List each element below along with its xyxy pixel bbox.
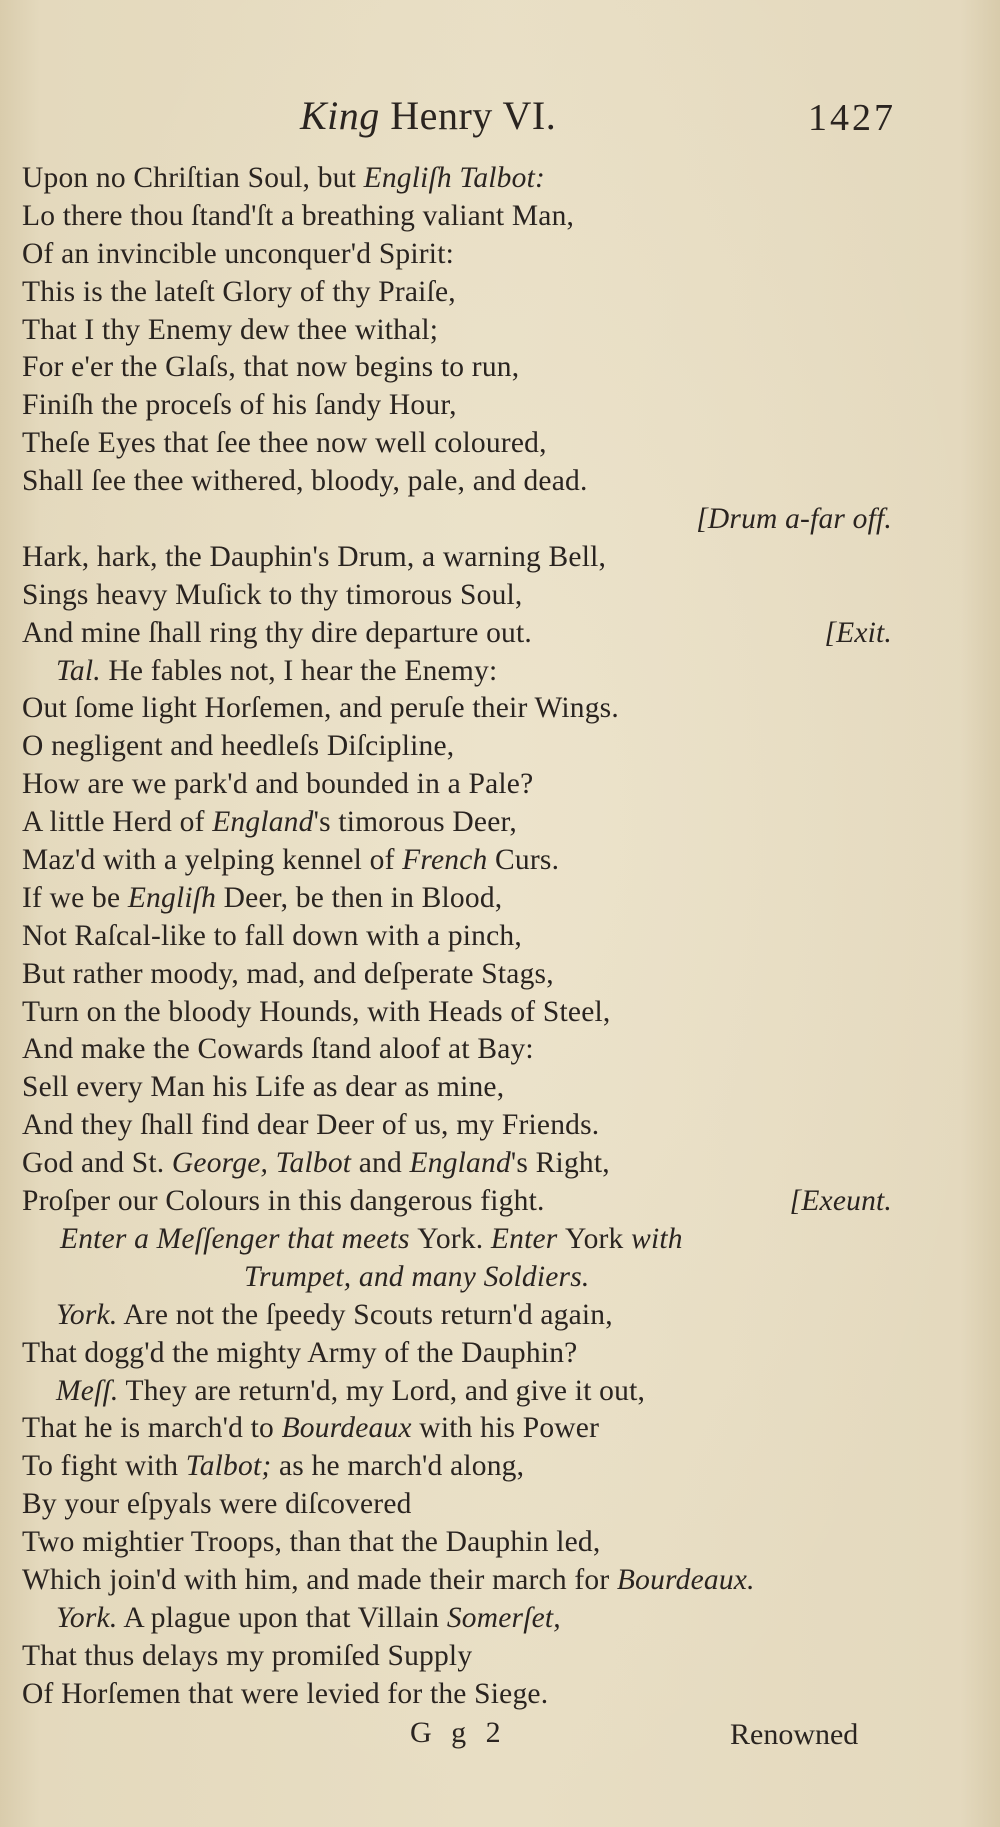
running-title-italic: King [300,93,380,138]
verse-line: Lo there thou ſtand'ſt a breathing valiant Man, [22,199,575,232]
stage-direction: [Exeunt. [789,1185,892,1218]
stage-direction: [Drum a-far off. [696,503,892,536]
verse-line: God and St. George, Talbot and England's Right, [22,1147,610,1180]
verse-line: Turn on the bloody Hounds, with Heads of Steel, [22,995,611,1028]
running-title [300,92,556,139]
stage-direction: [Exit. [824,616,892,649]
verse-line: That thus delays my promiſed Supply [22,1639,473,1672]
verse-line: This is the lateſt Glory of thy Praiſe, [22,275,456,308]
verse-line: And make the Cowards ſtand aloof at Bay: [22,1033,534,1066]
speaker-name: Tal. [56,654,101,687]
verse-line: And they ſhall find dear Deer of us, my Friends. [22,1109,600,1142]
verse-line: O negligent and heedleſs Diſcipline, [22,730,455,763]
verse-line: Maz'd with a yelping kennel of French Curs. [22,844,560,877]
verse-line: Upon no Chriſtian Soul, but Engliſh Talbot: [22,162,545,194]
verse-line: A little Herd of England's timorous Deer, [22,806,517,839]
page-number: 1427 [808,97,896,139]
verse-line: Two mightier Troops, than that the Dauphin led, [22,1526,601,1559]
verse-line: Finiſh the proceſs of his ſandy Hour, [22,389,457,422]
speaker-name: York. [56,1601,118,1634]
speech-line: York. Are not the ſpeedy Scouts return'd again, [56,1298,613,1331]
verse-line: Sell every Man his Life as dear as mine, [22,1071,505,1104]
stage-direction-line: Trumpet, and many Soldiers. [244,1260,590,1293]
verse-line: Hark, hark, the Dauphin's Drum, a warning Bell, [22,540,607,573]
speaker-name: Meſſ. [56,1374,119,1407]
verse-line: And mine ſhall ring thy dire departure out. [Exit. [22,615,972,653]
verse-body [22,160,972,1714]
catchword: Renowned [730,1718,859,1751]
verse-line: But rather moody, mad, and deſperate Stags, [22,957,554,990]
running-title-roman: Henry VI. [390,93,557,138]
verse-line: That dogg'd the mighty Army of the Dauphin? [22,1336,578,1369]
signature-mark: G g 2 [410,1716,507,1749]
verse-line: By your eſpyals were diſcovered [22,1488,412,1521]
verse-line: Not Raſcal-like to fall down with a pinch, [22,919,522,952]
verse-line: That he is march'd to Bourdeaux with his Power [22,1412,600,1445]
speech-line: Meſſ. They are return'd, my Lord, and give it out, [56,1374,646,1407]
verse-line: Sings heavy Muſick to thy timorous Soul, [22,578,523,611]
verse-line: Out ſome light Horſemen, and peruſe their Wings. [22,692,619,725]
speaker-name: York. [56,1298,118,1331]
verse-line: To fight with Talbot; as he march'd along, [22,1450,525,1483]
verse-line: Of Horſemen that were levied for the Siege. [22,1677,549,1710]
page-header [0,92,1000,144]
stage-direction-line: Enter a Meſſenger that meets York. Enter York with [60,1222,683,1255]
speech-line: York. A plague upon that Villain Somerſet, [56,1601,561,1634]
verse-line: If we be Engliſh Deer, be then in Blood, [22,881,503,914]
stage-direction-line [22,501,972,539]
verse-line: Theſe Eyes that ſee thee now well coloured, [22,427,547,460]
verse-line: Of an invincible unconquer'd Spirit: [22,237,454,270]
verse-line: For e'er the Glaſs, that now begins to run, [22,351,520,384]
verse-line: That I thy Enemy dew thee withal; [22,313,439,346]
verse-line: Shall ſee thee withered, bloody, pale, and dead. [22,465,588,498]
page-footer [0,1716,1000,1760]
verse-line: Proſper our Colours in this dangerous fight. [Exeunt. [22,1183,972,1221]
verse-line: How are we park'd and bounded in a Pale? [22,768,534,801]
verse-line: Which join'd with him, and made their march for Bourdeaux. [22,1563,755,1596]
speech-line: Tal. He fables not, I hear the Enemy: [56,654,498,687]
